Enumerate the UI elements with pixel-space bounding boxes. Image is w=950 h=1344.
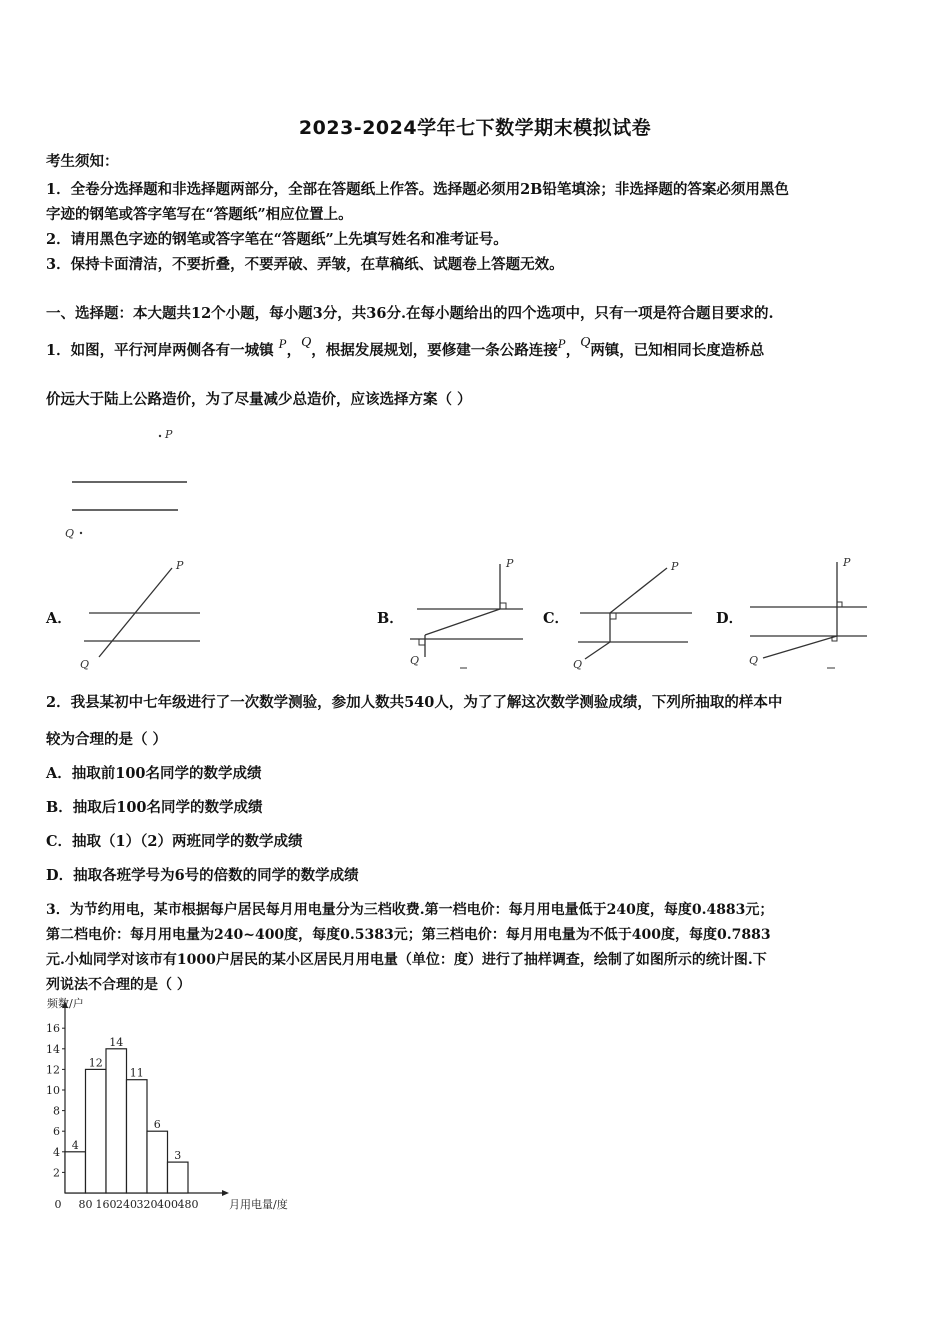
bridge: [425, 609, 500, 635]
x-tick-label: 240: [116, 1198, 137, 1211]
town-p-label: P: [165, 428, 173, 441]
x-axis-label: 月用电量/度: [229, 1198, 288, 1211]
town-p-dot: [159, 435, 161, 437]
q1-town-p: P: [278, 336, 287, 351]
q1-line1: [46, 335, 765, 360]
bar-value-label: 6: [153, 1118, 161, 1132]
q1-comma-2: ，: [565, 342, 581, 359]
road-upper: [610, 568, 667, 613]
q1-text-b: ，根据发展规划，要修建一条公路连接: [311, 342, 558, 359]
bar-value-label: 11: [129, 1066, 144, 1080]
q1-comma: ，: [286, 342, 302, 359]
q2-option-a: A．抽取前100名同学的数学成绩: [46, 765, 262, 782]
histogram-bar: [147, 1131, 168, 1193]
bar-value-label: 14: [109, 1035, 124, 1049]
p-label: P: [506, 557, 514, 570]
q1-option-a-label: A．: [46, 610, 72, 627]
x-axis-arrow: [222, 1190, 229, 1196]
histogram-bar: [168, 1162, 189, 1193]
x-tick-label: 400: [157, 1198, 178, 1211]
q-label: Q: [573, 658, 583, 671]
y-tick-label: 10: [46, 1084, 60, 1097]
q-label: Q: [410, 654, 420, 667]
q1-town-q-2: Q: [580, 335, 591, 350]
q1-town-p-2: P: [557, 336, 566, 351]
q1-option-c-label: C．: [543, 610, 570, 627]
q2-option-c: C．抽取（1）（2）两班同学的数学成绩: [46, 833, 303, 850]
histogram-bar: [65, 1152, 86, 1193]
x-tick-label: 80: [78, 1198, 93, 1211]
right-angle-mark-2: [419, 639, 425, 645]
road-lower: [585, 642, 610, 659]
q2-option-b: B．抽取后100名同学的数学成绩: [46, 799, 263, 816]
notice-item-1-cont: 字迹的钢笔或答字笔写在“答题纸”相应位置上。: [46, 206, 353, 223]
y-tick-label: 14: [46, 1042, 60, 1056]
q3-line3: 元.小灿同学对该市有1000户居民的某小区居民月用电量（单位：度）进行了抽样调查，绘制了如图所示的统计图.下: [46, 952, 767, 968]
q1-text-c: 两镇，已知相同长度造桥总: [590, 342, 765, 359]
q3-histogram: [30, 995, 290, 1220]
bar-value-label: 12: [88, 1056, 103, 1070]
q2-line2: 较为合理的是（ ）: [46, 731, 168, 748]
right-angle-mark: [610, 613, 616, 619]
q-label: Q: [80, 658, 90, 671]
q1-option-b-figure: [405, 552, 535, 677]
q2-line1: 2．我县某初中七年级进行了一次数学测验，参加人数共540人，为了了解这次数学测验成绩，下列所抽取的样本中: [46, 694, 783, 711]
section-heading: 一、选择题：本大题共12个小题，每小题3分，共36分.在每小题给出的四个选项中，只有一项是符合题目要求的.: [46, 305, 774, 322]
y-tick-label: 6: [53, 1125, 60, 1139]
histogram-bar: [86, 1069, 107, 1193]
right-angle-mark: [500, 603, 506, 609]
q-label: Q: [749, 654, 759, 667]
notice-item-2: 2．请用黑色字迹的钢笔或答字笔在“答题纸”上先填写姓名和准考证号。: [46, 231, 508, 248]
x-tick-label: 160: [95, 1198, 117, 1211]
q1-text-a: 1．如图，平行河岸两侧各有一城镇: [46, 342, 274, 359]
y-axis-label: 频数/户: [47, 997, 84, 1010]
q3-line2: 第二档电价：每月用电量为240~400度，每度0.5383元；第三档电价：每月用电量为不低于400度，每度0.7883: [46, 927, 771, 943]
road-lower: [763, 636, 837, 658]
x-tick-label: 320: [136, 1198, 158, 1211]
q2-option-d: D．抽取各班学号为6号的倍数的同学的数学成绩: [46, 867, 359, 884]
q1-option-a-figure: [75, 555, 210, 675]
notice-heading: 考生须知：: [46, 153, 119, 170]
p-label: P: [843, 556, 851, 569]
right-angle-mark: [837, 602, 842, 607]
y-tick-label: 4: [53, 1145, 60, 1159]
town-q-label: Q: [65, 527, 75, 540]
p-label: P: [671, 560, 679, 573]
histogram-bar: [106, 1049, 127, 1193]
q1-river-figure: [60, 425, 200, 545]
x-tick-label: 0: [54, 1198, 62, 1211]
q3-line4: 列说法不合理的是（ ）: [46, 977, 191, 993]
x-tick-label: 480: [177, 1198, 199, 1211]
q1-option-c-figure: [570, 555, 695, 675]
bar-value-label: 3: [174, 1149, 182, 1163]
q1-town-q: Q: [301, 335, 312, 350]
y-tick-label: 2: [53, 1166, 60, 1180]
town-q-dot: [80, 532, 82, 534]
q3-line1: 3．为节约用电，某市根据每户居民每月用电量分为三档收费.第一档电价：每月用电量低于240度，每度0.4883元；: [46, 902, 774, 918]
page-title: 2023-2024学年七下数学期末模拟试卷: [298, 117, 652, 139]
q1-option-d-figure: [745, 552, 875, 677]
p-label: P: [176, 559, 184, 572]
y-tick-label: 8: [53, 1104, 60, 1118]
histogram-bar: [127, 1080, 148, 1193]
y-tick-label: 12: [46, 1063, 60, 1077]
y-tick-label: 16: [46, 1022, 60, 1036]
notice-item-3: 3．保持卡面清洁，不要折叠，不要弄破、弄皱，在草稿纸、试题卷上答题无效。: [46, 256, 564, 273]
q1-line2: 价远大于陆上公路造价，为了尽量减少总造价，应该选择方案（ ）: [46, 391, 472, 408]
q1-option-d-label: D．: [716, 610, 744, 627]
notice-item-1: 1．全卷分选择题和非选择题两部分，全部在答题纸上作答。选择题必须用2B铅笔填涂；非选择题的答案必须用黑色: [46, 181, 789, 198]
q1-option-b-label: B．: [377, 610, 404, 627]
bar-value-label: 4: [71, 1138, 79, 1152]
